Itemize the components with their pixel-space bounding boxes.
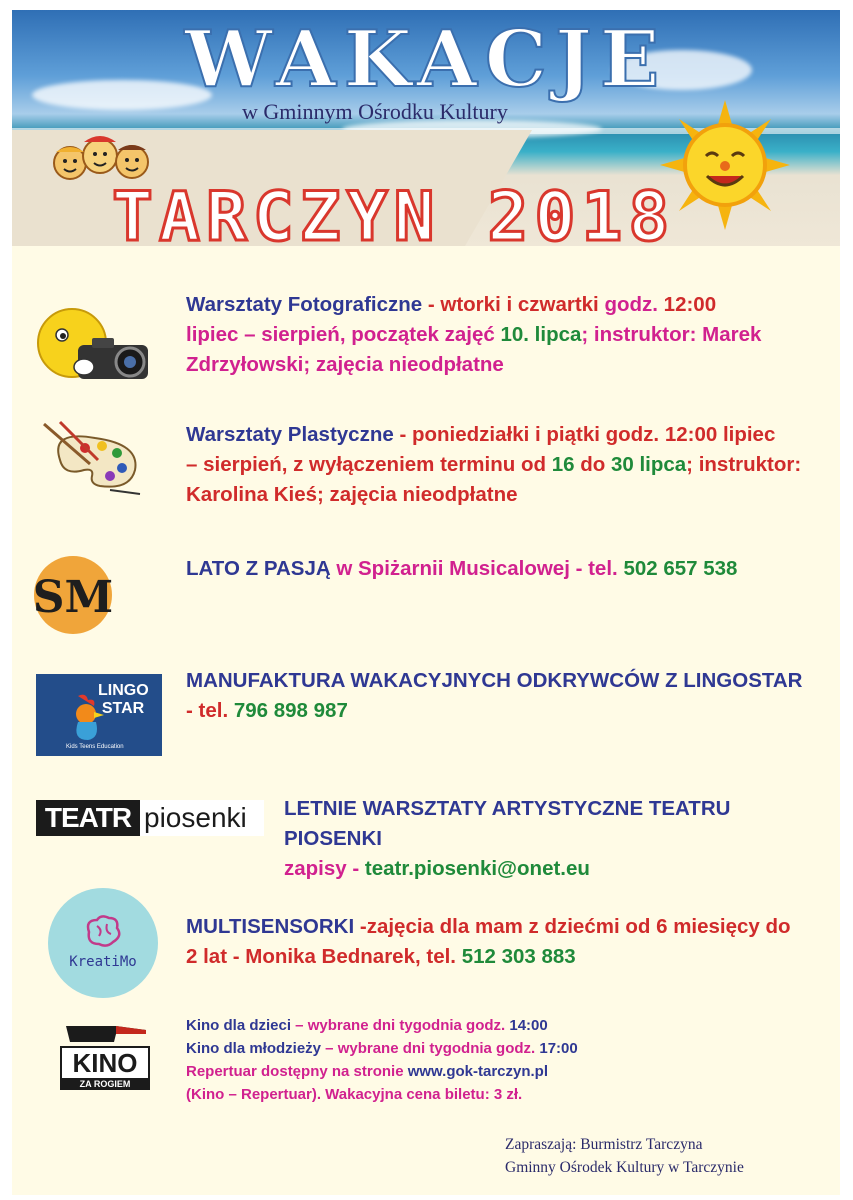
page-title: WAKACJE	[184, 14, 668, 105]
kino-youth-time: 17:00	[535, 1040, 578, 1057]
musical-text	[186, 554, 826, 584]
za-rogiem-logo-text: ZA ROGIEM	[60, 1078, 150, 1090]
lingostar-phone: 796 898 987	[233, 699, 348, 722]
musical-tel-label: - tel.	[569, 557, 624, 580]
photo-instructor: Zdrzyłowski; zajęcia nieodpłatne	[186, 353, 504, 376]
footer-line-2: Gminny Ośrodek Kultury w Tarczynie	[505, 1159, 744, 1176]
lingostar-logo-line1: LINGO	[98, 682, 149, 699]
photo-time: 12:00	[657, 293, 717, 316]
kino-youth: Kino dla młodzieży	[186, 1040, 322, 1057]
kreatimo-title: MULTISENSORKI	[186, 915, 355, 938]
kreatimo-description: -zajęcia dla mam z dziećmi od 6 miesięcy do	[354, 915, 791, 938]
musical-place: w Spiżarnii Musicalowej	[336, 557, 570, 580]
rooster-icon	[66, 692, 106, 742]
art-exclusion-to-word: do	[574, 453, 611, 476]
kino-repertoire-label: Repertuar dostępny na stronie	[186, 1063, 408, 1080]
kreatimo-phone: 512 303 883	[461, 945, 576, 968]
kino-logo-text: KINO	[60, 1046, 150, 1080]
kreatimo-logo-text: KreatiMo	[69, 954, 137, 970]
teatr-email: teatr.piosenki@onet.eu	[364, 857, 590, 880]
photo-workshop-text	[186, 290, 826, 380]
kino-text	[186, 1014, 806, 1106]
kreatimo-contact: 2 lat - Monika Bednarek, tel.	[186, 945, 462, 968]
kino-youth-days: – wybrane dni tygodnia godz.	[321, 1040, 536, 1057]
art-workshop-text	[186, 420, 836, 510]
kino-children: Kino dla dzieci	[186, 1017, 292, 1034]
art-instructor: Karolina Kieś; zajęcia nieodpłatne	[186, 483, 518, 506]
page-subtitle: w Gminnym Ośrodku Kultury	[242, 99, 508, 124]
art-schedule: - poniedziałki i piątki godz. 12:00 lipiec	[393, 423, 776, 446]
footer-line-1: Zapraszają: Burmistrz Tarczyna	[505, 1136, 703, 1153]
photo-days: wtorki i czwartki	[440, 293, 605, 316]
kreatimo-text	[186, 912, 826, 972]
smiley-camera-icon	[34, 305, 152, 385]
sm-monogram-icon	[34, 556, 112, 634]
photo-dash: -	[422, 293, 441, 316]
teatr-dash: -	[346, 857, 365, 880]
teatr-title: LETNIE WARSZTATY ARTYSTYCZNE TEATRU PIOSENKI	[284, 797, 731, 850]
kino-za-rogiem-logo	[56, 1020, 150, 1090]
kids-cartoon-icon	[50, 128, 160, 188]
kino-price: (Kino – Repertuar). Wakacyjna cena biletu: 3 zł.	[186, 1086, 523, 1103]
photo-time-label: godz.	[604, 293, 658, 316]
art-exclusion-from: 16	[551, 453, 575, 476]
art-instructor-label: ; instruktor:	[686, 453, 802, 476]
musical-title: LATO Z PASJĄ	[186, 557, 337, 580]
spizarnia-musicalowa-logo	[34, 556, 112, 634]
paint-palette-icon	[40, 420, 144, 496]
musical-phone: 502 657 538	[623, 557, 738, 580]
photo-start-date: 10. lipca	[500, 323, 582, 346]
town-year-title: TARCZYN 2018	[112, 178, 676, 246]
piosenki-logo-word: piosenki	[144, 802, 247, 833]
lingostar-title: MANUFAKTURA WAKACYJNYCH ODKRYWCÓW Z LINGOSTAR	[186, 669, 803, 692]
lingostar-tel-label: - tel.	[186, 699, 234, 722]
lingostar-logo	[36, 674, 162, 756]
kino-children-time: 14:00	[505, 1017, 548, 1034]
teatr-text	[284, 794, 829, 884]
lingostar-text	[186, 666, 826, 726]
pointing-hand-icon	[56, 1020, 150, 1048]
kino-website: www.gok-tarczyn.pl	[407, 1063, 549, 1080]
lingostar-logo-line2: STAR	[101, 700, 145, 717]
art-exclusion: – sierpień, z wyłączeniem terminu od	[186, 453, 552, 476]
footer-signature	[505, 1133, 744, 1179]
photo-instructor-label: ; instruktor: Marek	[581, 323, 762, 346]
art-title: Warsztaty Plastyczne	[186, 423, 394, 446]
kino-children-days: – wybrane dni tygodnia godz.	[291, 1017, 506, 1034]
photo-season: lipiec – sierpień, początek zajęć	[186, 323, 501, 346]
kreatimo-logo	[48, 888, 158, 998]
teatr-piosenki-logo	[36, 800, 264, 836]
art-exclusion-to: 30 lipca	[610, 453, 687, 476]
sun-icon	[660, 100, 790, 230]
lingostar-tagline: Kids Teens Education	[66, 744, 124, 750]
brain-icon	[83, 914, 123, 950]
teatr-signup-label: zapisy	[284, 857, 347, 880]
sm-logo-text: SM	[34, 572, 112, 623]
teatr-logo-word: TEATR	[36, 800, 140, 836]
photo-title: Warsztaty Fotograficzne	[186, 293, 423, 316]
